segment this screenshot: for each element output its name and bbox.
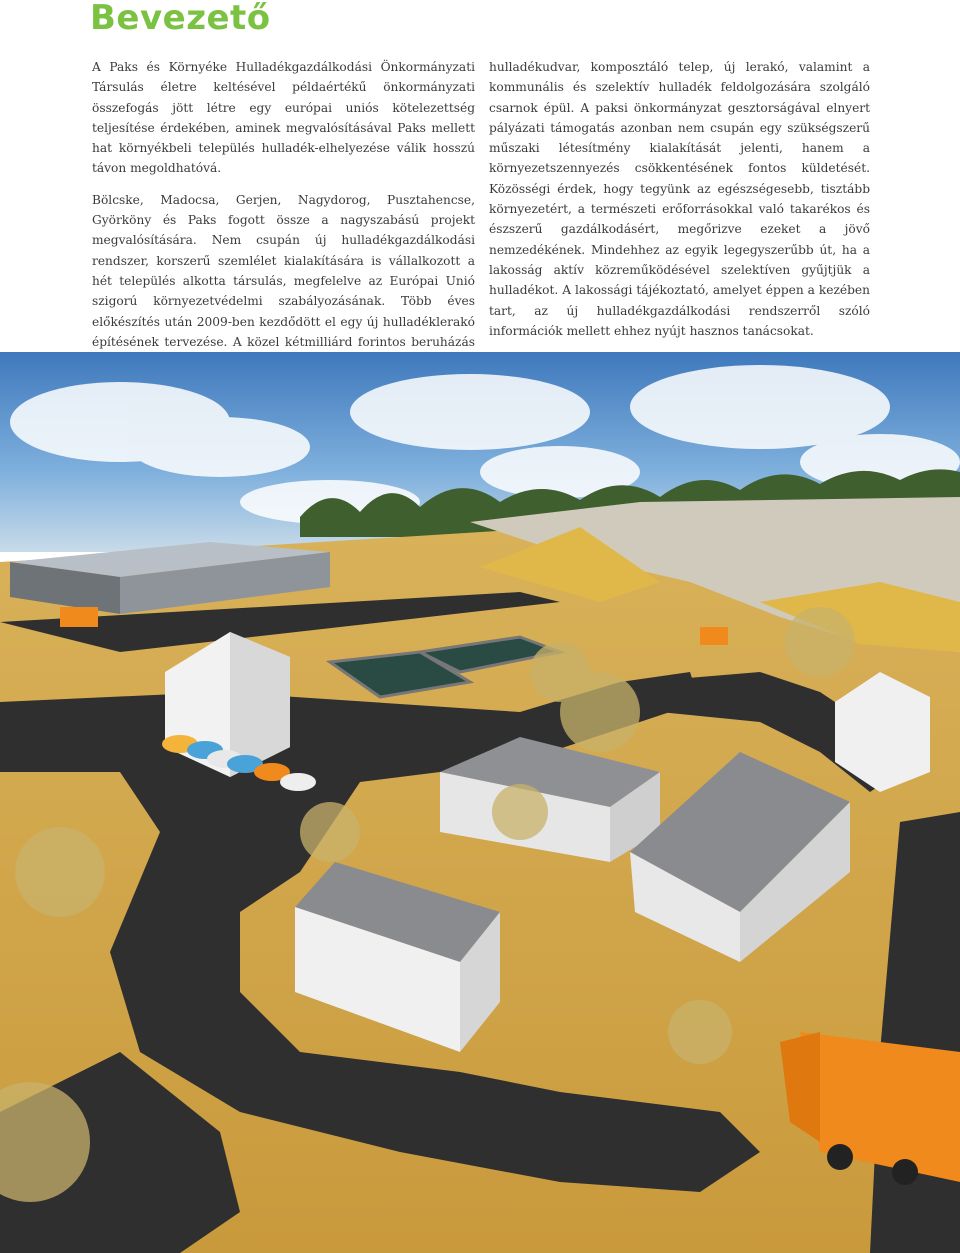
intro-paragraph-2: Bölcske, Madocsa, Gerjen, Nagydorog, Pusztahencse, Györköny és Paks fogott össze a nagyszabású projekt megvalósítására. Nem csupán új hulladékgazdálkodási rendszer, korszerű szemlélet kialakítására is vállalkozott a hét település alkotta társulás, megfelelve az Európai Unió szigorú környezetvédelmi szabályozásának. Több éves előkészítés után 2009-ben kezdődött el egy új hulladéklerakó építésének tervezése. A közel kétmilliárd forintos beruházás (92, 192, 475, 349)
facility-illustration (0, 352, 960, 1253)
intro-column-left (92, 57, 475, 383)
intro-column-right (489, 57, 870, 352)
page-title: Bevezető (90, 0, 271, 38)
intro-paragraph-3: hulladékudvar, komposztáló telep, új lerakó, valamint a kommunális és szelektív hulladék feldolgozására szolgáló csarnok épül. A paksi önkormányzat gesztorságával elnyert pályázati támogatás azonban nem csupán egy szükségszerű műszaki létesítmény kialakítását jelenti, hanem a környezetszennyezés csökkentésének fontos küldetését. Közösségi érdek, hogy tegyünk az egészségesebb, tisztább környezetért, a természeti erőforrásokkal való takarékos és észszerű gazdálkodásért, megőrizve ezeket a jövő nemzedékének. Mindehhez az egyik legegyszerűbb út, ha a lakosság aktív közreműködésével szelektíven gyűjtjük a hulladékot. A lakossági tájékoztató, amelyet éppen a kezében tart, az új hulladékgazdálkodási rendszerről szóló információk mellett ehhez nyújt hasznos tanácsokat. (489, 60, 870, 338)
intro-paragraph-1: A Paks és Környéke Hulladékgazdálkodási Önkormányzati Társulás életre keltésével példaértékű önkormányzati összefogás jött létre egy európai uniós kötelezettség teljesítése érdekében, aminek megvalósításával Paks mellett hat környékbeli település hulladék-elhelyezése válik hosszú távon megoldhatóvá. (92, 60, 475, 176)
waste-facility-rendering (0, 352, 960, 1253)
